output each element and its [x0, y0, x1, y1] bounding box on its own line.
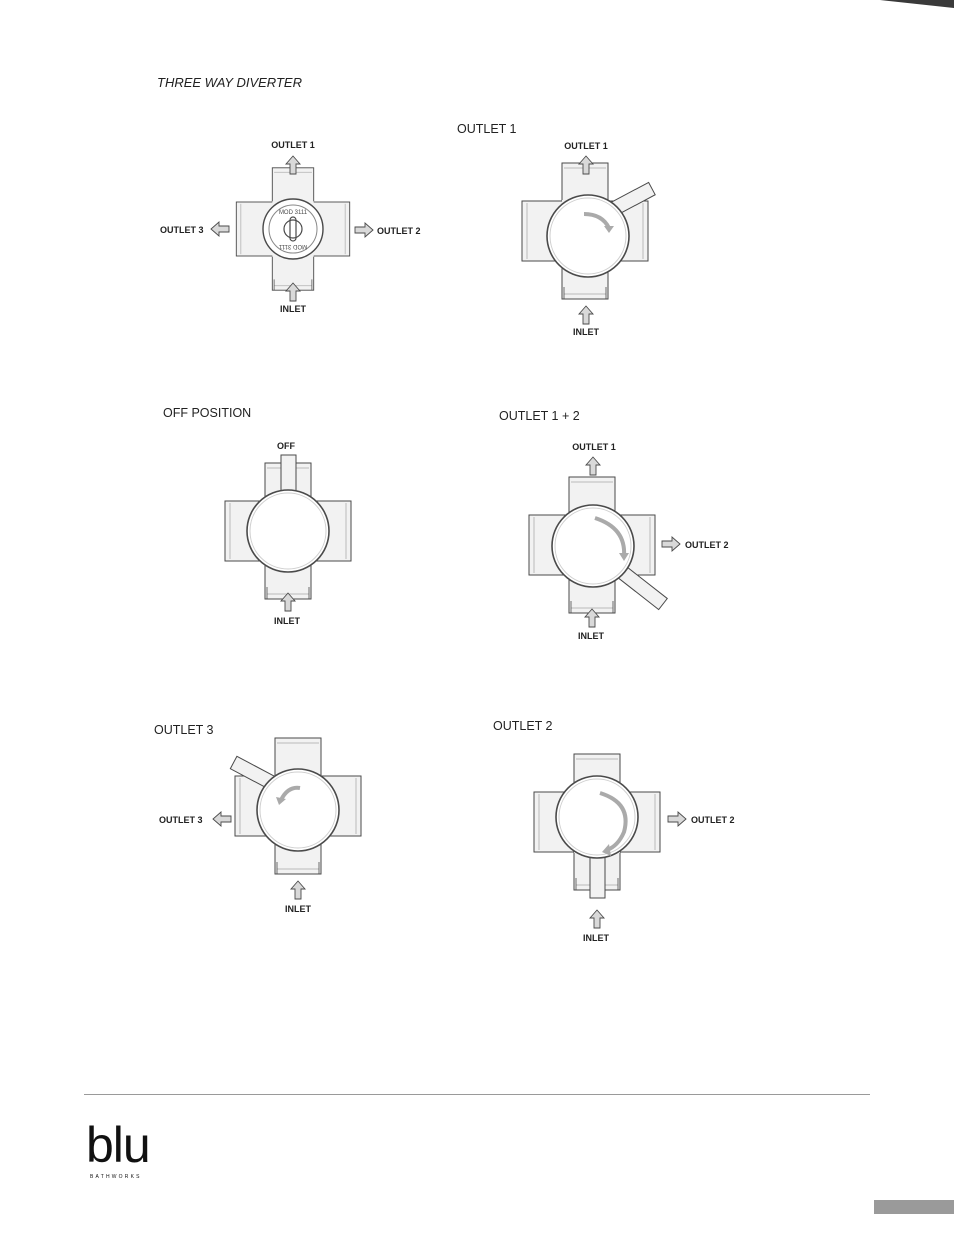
page-number-tab	[874, 1200, 954, 1214]
label-outlet-2: OUTLET 2	[685, 540, 729, 550]
arrow-up-icon	[586, 457, 600, 475]
arrow-right-icon	[662, 537, 680, 551]
label-outlet-3: OUTLET 3	[160, 225, 204, 235]
heading-outlet-3: OUTLET 3	[154, 723, 214, 737]
label-inlet: INLET	[280, 304, 306, 314]
arrow-up-icon	[590, 910, 604, 928]
arrow-up-icon	[579, 306, 593, 324]
label-off: OFF	[277, 441, 295, 451]
label-outlet-1: OUTLET 1	[271, 140, 315, 150]
document-title: THREE WAY DIVERTER	[157, 75, 302, 90]
label-inlet: INLET	[583, 933, 609, 943]
cap-text-bottom: MOD 3111	[278, 243, 308, 249]
diagram-outlet-1-2	[529, 442, 729, 641]
label-outlet-1: OUTLET 1	[572, 442, 616, 452]
heading-outlet-1-2: OUTLET 1 + 2	[499, 409, 580, 423]
label-inlet: INLET	[274, 616, 300, 626]
diagram-overview	[160, 140, 421, 314]
arrow-right-icon	[355, 223, 373, 237]
diagram-off-position	[225, 441, 351, 626]
heading-outlet-1: OUTLET 1	[457, 122, 517, 136]
heading-outlet-2: OUTLET 2	[493, 719, 553, 733]
logo-subtext: BATHWORKS	[90, 1174, 142, 1180]
footer-divider	[84, 1094, 870, 1095]
arrow-left-icon	[213, 812, 231, 826]
arrow-left-icon	[211, 222, 229, 236]
arrow-right-icon	[668, 812, 686, 826]
label-outlet-2: OUTLET 2	[691, 815, 735, 825]
cap-text-top: MOD 3111	[278, 210, 308, 216]
label-inlet: INLET	[285, 904, 311, 914]
arrow-up-icon	[291, 881, 305, 899]
diagram-outlet-2	[534, 754, 735, 943]
blu-bathworks-logo	[86, 1118, 166, 1182]
heading-off-position: OFF POSITION	[163, 406, 252, 420]
diagram-outlet-1	[522, 141, 655, 337]
label-inlet: INLET	[578, 631, 604, 641]
logo-word: blu	[86, 1118, 150, 1173]
diagram-outlet-3	[159, 738, 361, 914]
label-inlet: INLET	[573, 327, 599, 337]
label-outlet-2: OUTLET 2	[377, 226, 421, 236]
label-outlet-1: OUTLET 1	[564, 141, 608, 151]
label-outlet-3: OUTLET 3	[159, 815, 203, 825]
